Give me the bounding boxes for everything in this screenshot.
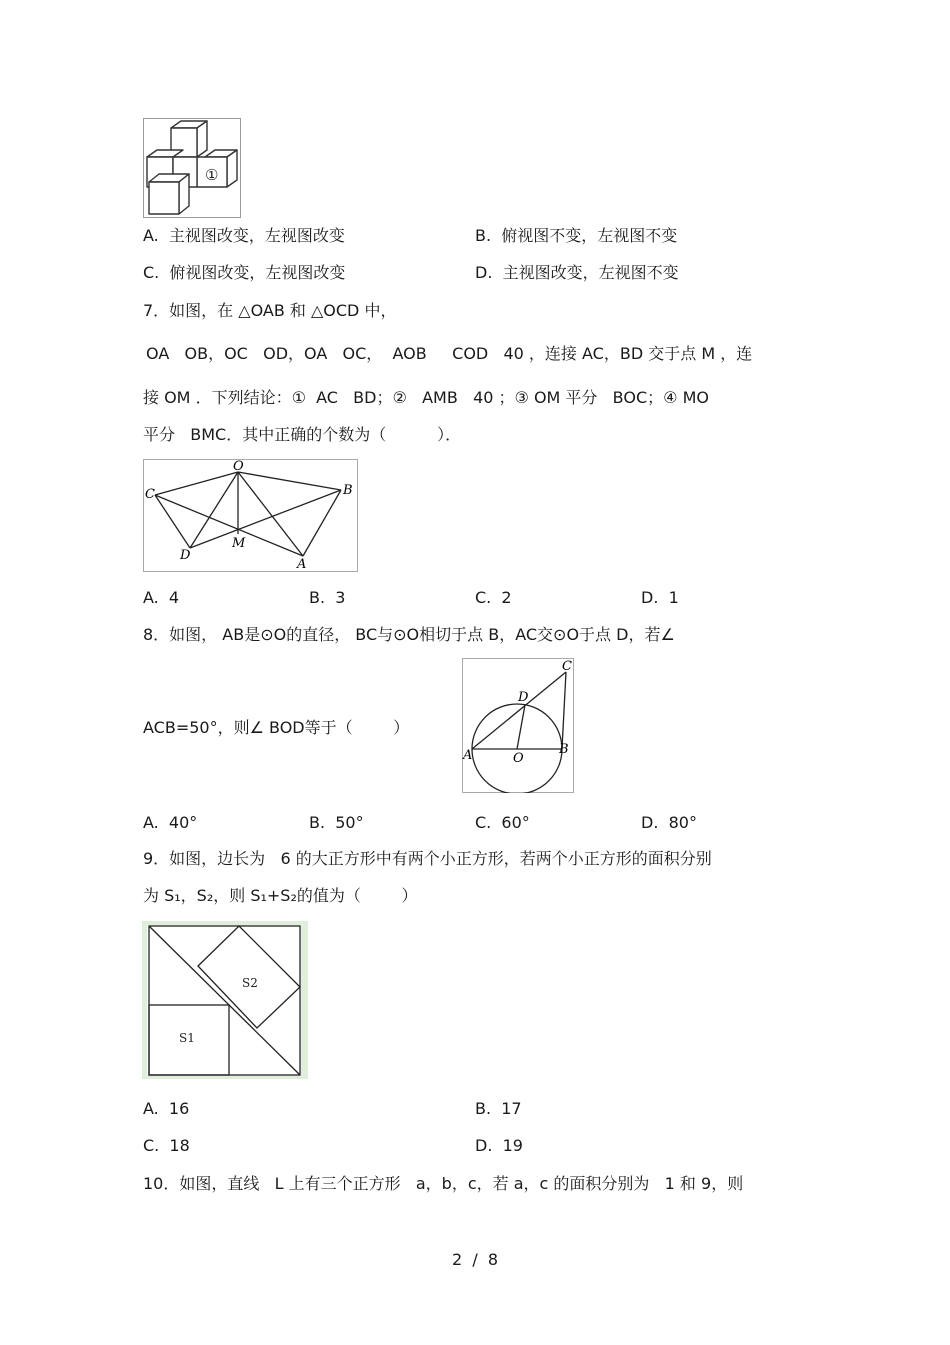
q9-option-d: D. 19 xyxy=(475,1136,523,1155)
q9-stem-line-1: 9．如图，边长为 6 的大正方形中有两个小正方形，若两个小正方形的面积分别 xyxy=(143,849,712,868)
s1-label: S1 xyxy=(179,1031,195,1045)
point-d-label: D xyxy=(180,548,191,563)
q6-option-c: C. 俯视图改变，左视图改变 xyxy=(143,263,346,282)
cube-stack-figure xyxy=(143,118,241,218)
q7-stem-line-4: 平分 BMC．其中正确的个数为（ ）． xyxy=(143,425,462,444)
circle-point-c-label: C xyxy=(562,659,572,674)
q7-stem-line-3: 接 OM ．下列结论：① AC BD；② AMB 40 ；③ OM 平分 BOC；④ MO xyxy=(143,388,709,407)
q6-option-a: A. 主视图改变，左视图改变 xyxy=(143,226,345,245)
page-number: 2 / 8 xyxy=(452,1250,499,1269)
triangle-figure-oab-ocd xyxy=(143,459,358,572)
q7-stem-line-2: OA OB，OC OD，OA OC， AOB COD 40 ，连接 AC，BD 交于点 M ，连 xyxy=(146,344,753,363)
q6-option-d: D. 主视图改变，左视图不变 xyxy=(475,263,679,282)
circle-point-d-label: D xyxy=(518,690,529,705)
q7-option-a: A. 4 xyxy=(143,588,180,607)
q8-option-b: B. 50° xyxy=(309,813,364,832)
circle-point-b-label: B xyxy=(559,742,569,757)
point-o-label: O xyxy=(233,459,244,474)
q7-stem-line-1: 7．如图，在 △OAB 和 △OCD 中， xyxy=(143,301,397,320)
q8-option-c: C. 60° xyxy=(475,813,530,832)
point-a-label: A xyxy=(297,557,307,572)
squares-in-square-figure xyxy=(142,921,308,1079)
circle-point-a-label: A xyxy=(463,748,473,763)
point-m-label: M xyxy=(232,536,246,551)
cube-circled-one-label: ① xyxy=(205,166,219,184)
q9-option-a: A. 16 xyxy=(143,1099,190,1118)
q7-option-c: C. 2 xyxy=(475,588,512,607)
point-b-label: B xyxy=(343,483,353,498)
circle-tangent-figure xyxy=(462,658,574,793)
q7-option-d: D. 1 xyxy=(641,588,679,607)
q8-stem-line-2: ACB=50°，则∠ BOD等于（ ） xyxy=(143,718,410,737)
circle-center-o-label: O xyxy=(513,751,524,766)
q9-stem-line-2: 为 S₁，S₂，则 S₁+S₂的值为（ ） xyxy=(143,886,418,905)
q7-option-b: B. 3 xyxy=(309,588,346,607)
q6-option-b: B. 俯视图不变，左视图不变 xyxy=(475,226,678,245)
point-c-label: C xyxy=(145,487,155,502)
q8-stem-line-1: 8．如图， AB是⊙O的直径， BC与⊙O相切于点 B，AC交⊙O于点 D，若∠ xyxy=(143,625,675,644)
q9-option-b: B. 17 xyxy=(475,1099,522,1118)
s2-label: S2 xyxy=(242,976,258,990)
q8-option-d: D. 80° xyxy=(641,813,697,832)
q9-option-c: C. 18 xyxy=(143,1136,190,1155)
q10-stem-line-1: 10．如图，直线 L 上有三个正方形 a，b，c，若 a，c 的面积分别为 1 和 9，则 xyxy=(143,1174,744,1193)
q8-option-a: A. 40° xyxy=(143,813,198,832)
